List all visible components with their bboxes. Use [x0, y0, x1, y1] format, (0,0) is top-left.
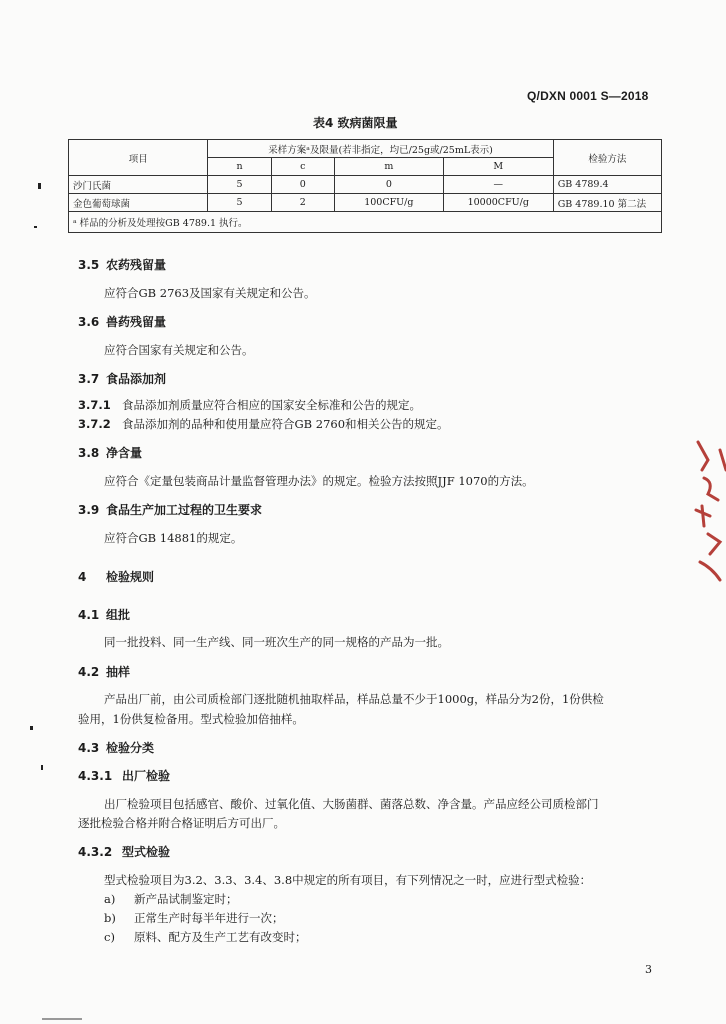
table-row — [69, 194, 662, 212]
table-header-item: 项目 — [69, 140, 208, 176]
table-cell: GB 4789.10 第二法 — [553, 194, 661, 212]
section-heading-4-3-2: 4.3.2 型式检验 — [78, 845, 171, 859]
table-note: ᵃ 样品的分析及处理按GB 4789.1 执行。 — [69, 212, 662, 233]
table-cell: 2 — [271, 194, 334, 212]
section-heading-3-6: 3.6 兽药残留量 — [78, 315, 167, 329]
section-heading-3-8: 3.8 净含量 — [78, 446, 143, 460]
table-subheader-M: M — [443, 158, 553, 176]
section-text-3-5: 应符合GB 2763及国家有关规定和公告。 — [104, 286, 316, 300]
table-cell: — — [443, 176, 553, 194]
standard-code: Q/DXN 0001 S—2018 — [527, 89, 649, 103]
scan-edge-line — [42, 1018, 82, 1020]
table-cell: 金色葡萄球菌 — [69, 194, 208, 212]
section-heading-4: 4 检验规则 — [78, 570, 155, 584]
table-cell: 5 — [208, 176, 271, 194]
section-text-4-1: 同一批投料、同一生产线、同一班次生产的同一规格的产品为一批。 — [104, 635, 449, 649]
table-title: 表4 致病菌限量 — [313, 116, 398, 130]
table-subheader-m: m — [334, 158, 443, 176]
table-subheader-c: c — [271, 158, 334, 176]
section-text-4-3-1-line2: 逐批检验合格并附合格证明后方可出厂。 — [78, 816, 285, 830]
table-cell: 沙门氏菌 — [69, 176, 208, 194]
clause-3-7-2: 3.7.2 食品添加剂的品种和使用量应符合GB 2760和相关公告的规定。 — [78, 417, 449, 431]
table-cell: 0 — [271, 176, 334, 194]
section-heading-3-7: 3.7 食品添加剂 — [78, 372, 167, 386]
table-header-sampling: 采样方案ᵃ及限量(若非指定，均已/25g或/25mL表示) — [208, 140, 553, 158]
section-heading-4-1: 4.1 组批 — [78, 608, 131, 622]
scan-speck — [41, 765, 43, 770]
clause-3-7-1: 3.7.1 食品添加剂质量应符合相应的国家安全标准和公告的规定。 — [78, 398, 421, 412]
section-text-3-6: 应符合国家有关规定和公告。 — [104, 343, 254, 357]
scan-speck — [34, 226, 37, 228]
list-item: c) 原料、配方及生产工艺有改变时； — [104, 930, 307, 944]
section-heading-4-3: 4.3 检验分类 — [78, 741, 155, 755]
pathogen-limits-table — [68, 139, 662, 233]
table-cell: GB 4789.4 — [553, 176, 661, 194]
section-text-3-9: 应符合GB 14881的规定。 — [104, 531, 243, 545]
table-subheader-n: n — [208, 158, 271, 176]
table-cell: 5 — [208, 194, 271, 212]
scan-speck — [30, 726, 33, 730]
section-text-4-3-2-intro: 型式检验项目为3.2、3.3、3.4、3.8中规定的所有项目，有下列情况之一时，应进行型式检验： — [104, 873, 592, 887]
scan-speck — [38, 183, 41, 189]
list-item: b) 正常生产时每半年进行一次； — [104, 911, 284, 925]
list-item: a) 新产品试制鉴定时； — [104, 892, 238, 906]
table-row — [69, 176, 662, 194]
section-text-4-2-line2: 验用，1份供复检备用。型式检验加倍抽样。 — [78, 712, 304, 726]
section-heading-3-5: 3.5 农药残留量 — [78, 258, 167, 272]
table-cell: 10000CFU/g — [443, 194, 553, 212]
table-cell: 100CFU/g — [334, 194, 443, 212]
section-heading-4-3-1: 4.3.1 出厂检验 — [78, 769, 171, 783]
table-cell: 0 — [334, 176, 443, 194]
section-text-4-2-line1: 产品出厂前，由公司质检部门逐批随机抽取样品，样品总量不少于1000g，样品分为2份，1份供检 — [104, 692, 604, 706]
seal-stamp-image — [690, 430, 726, 590]
table-header-method: 检验方法 — [553, 140, 661, 176]
section-heading-3-9: 3.9 食品生产加工过程的卫生要求 — [78, 503, 263, 517]
section-heading-4-2: 4.2 抽样 — [78, 665, 131, 679]
section-text-4-3-1-line1: 出厂检验项目包括感官、酸价、过氧化值、大肠菌群、菌落总数、净含量。产品应经公司质检部门 — [104, 797, 599, 811]
page-number: 3 — [645, 963, 652, 976]
section-text-3-8: 应符合《定量包装商品计量监督管理办法》的规定。检验方法按照JJF 1070的方法。 — [104, 474, 534, 488]
